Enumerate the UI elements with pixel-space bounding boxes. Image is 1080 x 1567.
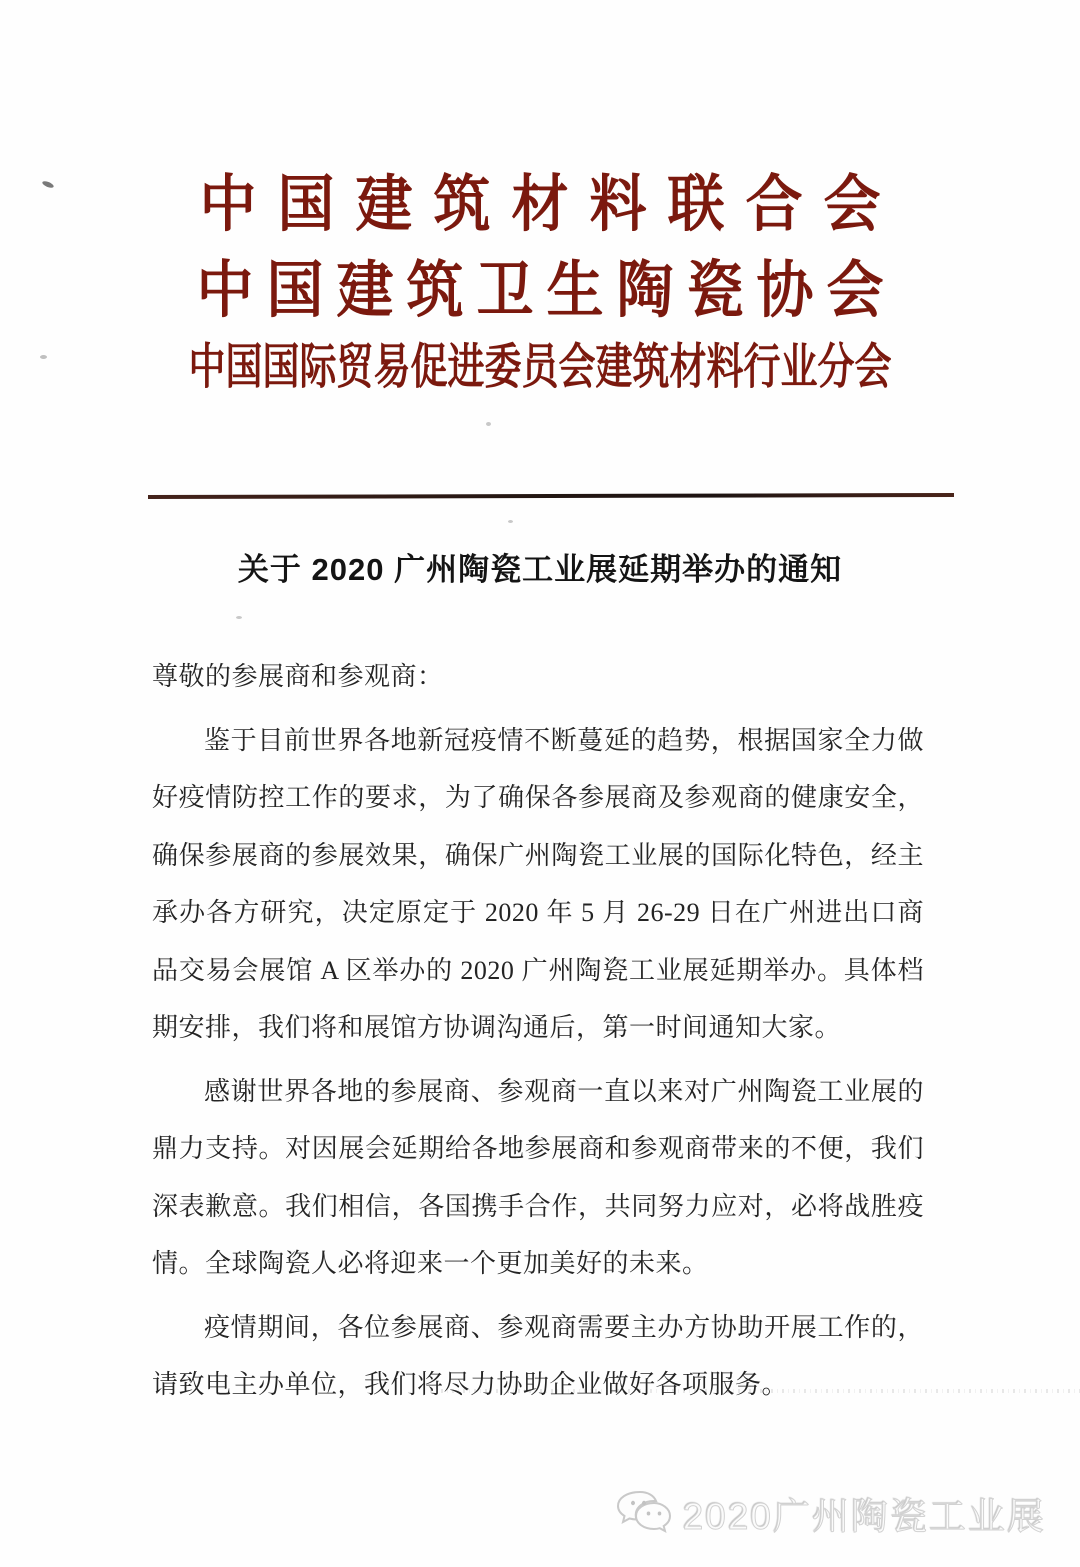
letterhead-line-2: 中国建筑卫生陶瓷协会 [196, 256, 897, 325]
scan-speck [508, 520, 513, 523]
divider-line [148, 493, 954, 499]
paragraph-3: 疫情期间，各位参展商、参观商需要主办方协助开展工作的，请致电主办单位，我们将尽力协助企业做好各项服务。 [152, 1312, 924, 1399]
salutation: 尊敬的参展商和参观商： [152, 662, 444, 691]
notice-body [152, 648, 924, 1414]
scan-speck [236, 616, 242, 619]
scan-speck [486, 422, 491, 426]
scan-speck [40, 355, 47, 359]
paragraph-2: 感谢世界各地的参展商、参观商一直以来对广州陶瓷工业展的鼎力支持。对因展会延期给各地参展商和参观商带来的不便，我们深表歉意。我们相信，各国携手合作，共同努力应对，必将战胜疫情。全球陶瓷人必将迎来一个更加美好的未来。 [152, 1076, 924, 1278]
paragraph-1: 鉴于目前世界各地新冠疫情不断蔓延的趋势，根据国家全力做好疫情防控工作的要求，为了确保各参展商及参观商的健康安全，确保参展商的参展效果，确保广州陶瓷工业展的国际化特色，经主承办各方研究，决定原定于 2020 年 5 月 26-29 日在广州进出口商品交易会展馆 A 区举办的 2020 广州陶瓷工业展延期举办。具体档期安排，我们将和展馆方协调沟通后，第一时间通知大家。 [152, 725, 924, 1042]
watermark [613, 1486, 1046, 1540]
watermark-text: 2020广州陶瓷工业展 [682, 1496, 1046, 1537]
letterhead-line-3: 中国国际贸易促进委员会建筑材料行业分会 [188, 341, 892, 395]
wechat-icon [613, 1486, 675, 1540]
scan-speck [42, 180, 55, 189]
notice-title: 关于 2020 广州陶瓷工业展延期举办的通知 [237, 552, 843, 587]
letterhead-line-1: 中国建筑材料联合会 [199, 170, 902, 239]
scan-noise-band [430, 1389, 1080, 1393]
